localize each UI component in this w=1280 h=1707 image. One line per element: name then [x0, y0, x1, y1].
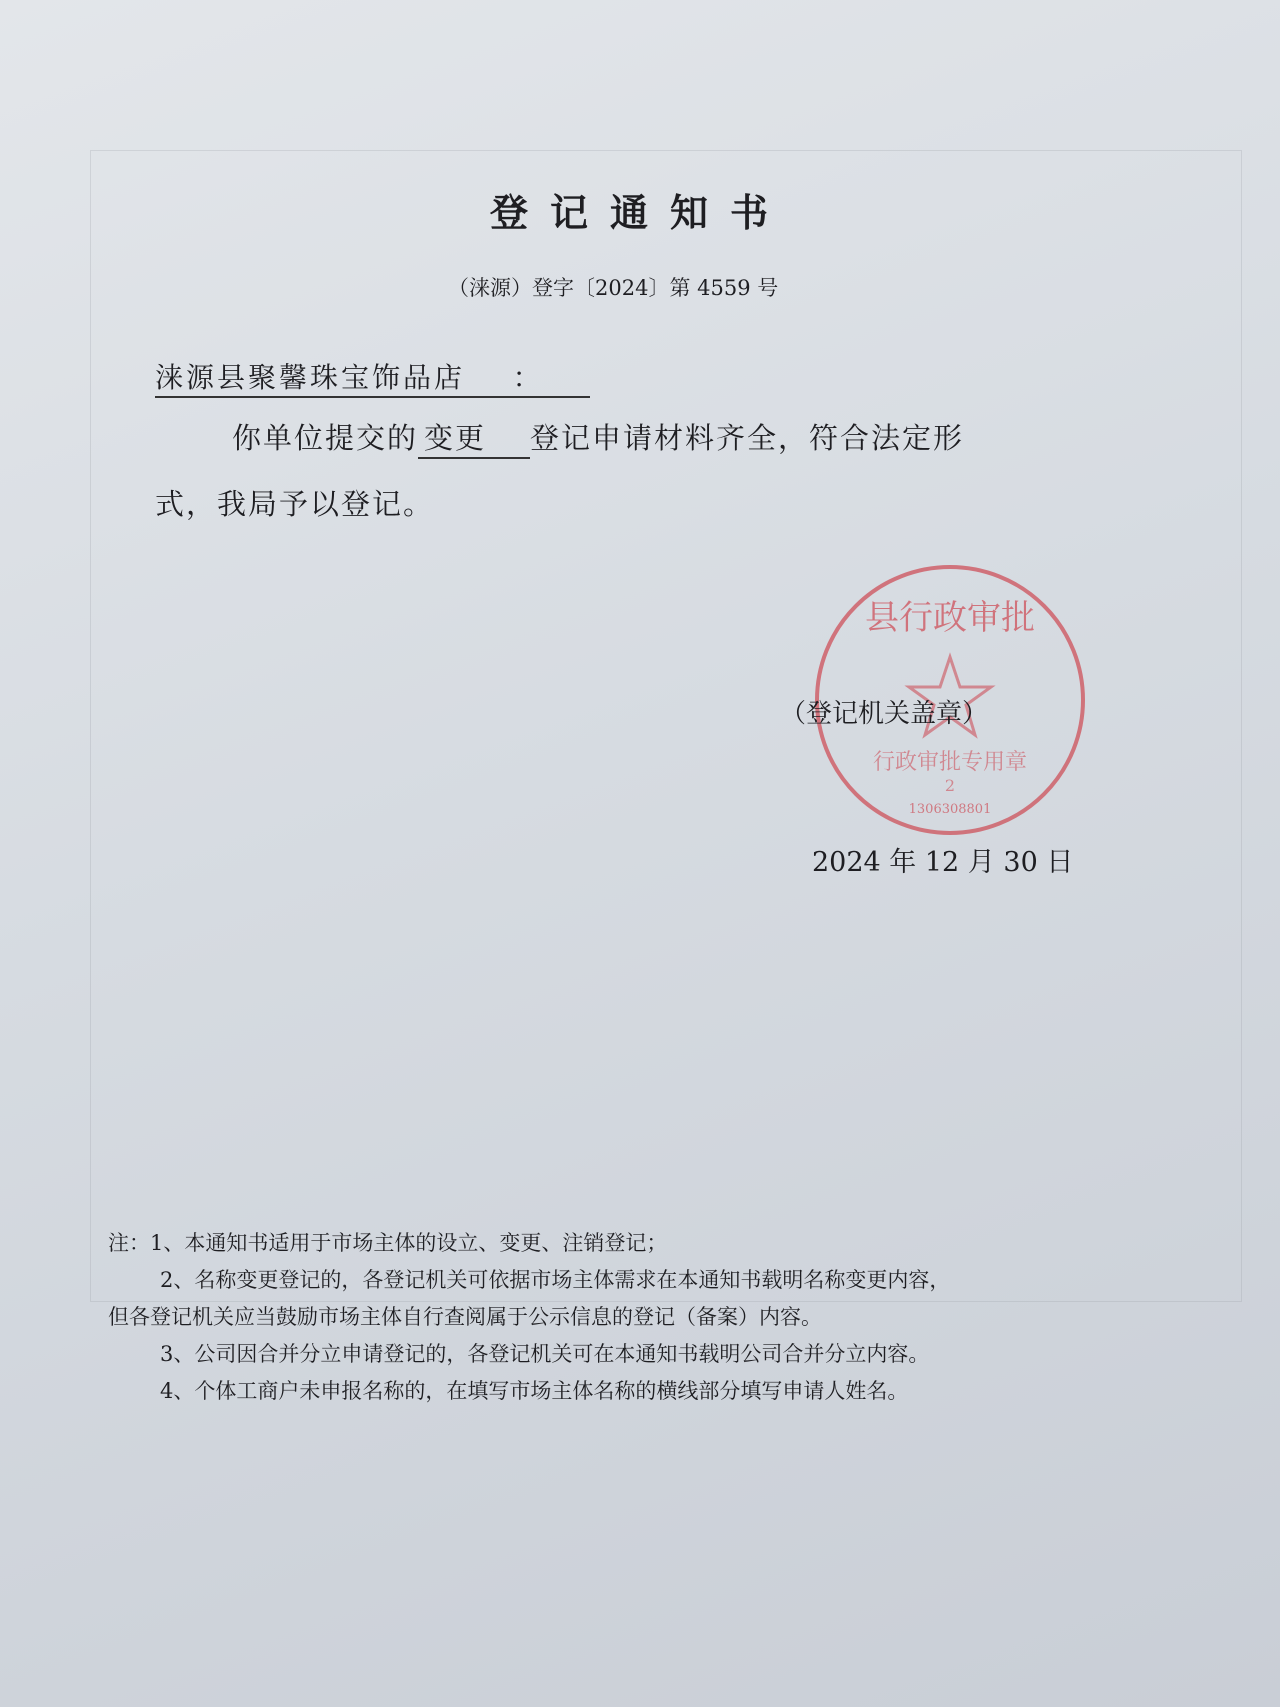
document-title: 登记通知书 [489, 191, 790, 235]
registration-type: 变更 [418, 416, 530, 459]
body-prefix: 你单位提交的 [232, 421, 419, 455]
note-3: 3、公司因合并分立申请登记的，各登记机关可在本通知书载明公司合并分立内容。 [160, 1342, 930, 1366]
svg-text:2: 2 [944, 776, 956, 795]
body-line-1 [232, 416, 964, 459]
note-4: 4、个体工商户未申报名称的，在填写市场主体名称的横线部分填写申请人姓名。 [160, 1379, 909, 1403]
body-suffix: 登记申请材料齐全，符合法定形 [530, 421, 965, 455]
svg-text:行政审批专用章: 行政审批专用章 [872, 750, 1028, 775]
addressee [155, 356, 590, 398]
note-1: 注：1、本通知书适用于市场主体的设立、变更、注销登记； [108, 1231, 668, 1255]
svg-text:县行政审批: 县行政审批 [865, 598, 1035, 638]
addressee-colon: ： [512, 361, 544, 394]
issue-date: 2024 年 12 月 30 日 [812, 847, 1074, 878]
body-line-2: 式，我局予以登记。 [155, 487, 435, 521]
document-number: （涞源）登字〔2024〕第 4559 号 [448, 276, 779, 300]
seal-label: （登记机关盖章） [780, 699, 989, 729]
svg-text:1306308801: 1306308801 [908, 802, 992, 817]
note-2-cont: 但各登记机关应当鼓励市场主体自行查阅属于公示信息的登记（备案）内容。 [108, 1305, 822, 1329]
addressee-name: 涞源县聚馨珠宝饰品店 [155, 361, 466, 394]
note-2: 2、名称变更登记的，各登记机关可依据市场主体需求在本通知书载明名称变更内容， [160, 1268, 951, 1292]
